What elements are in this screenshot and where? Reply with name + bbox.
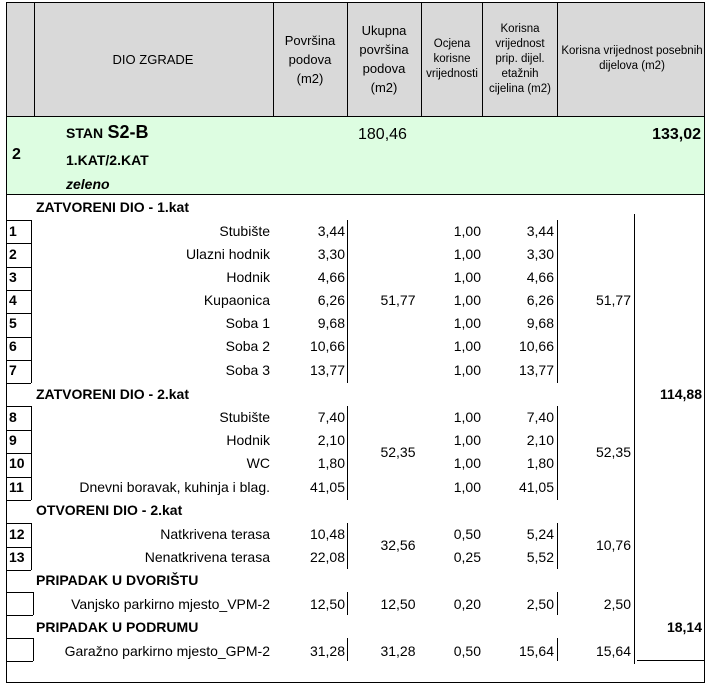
row-number: 13 bbox=[9, 549, 25, 565]
row-area: 12,50 bbox=[309, 596, 345, 612]
row-number: 9 bbox=[9, 432, 17, 448]
closed-usable-sum: 114,88 bbox=[659, 386, 702, 402]
row-area: 7,40 bbox=[317, 409, 345, 425]
row-usable: 5,52 bbox=[526, 549, 554, 565]
row-rating: 1,00 bbox=[453, 455, 481, 471]
usable-col-line bbox=[557, 406, 558, 500]
row-usable: 1,80 bbox=[526, 455, 554, 471]
row-area: 10,66 bbox=[309, 338, 345, 354]
row-name: Natkrivena terasa bbox=[160, 526, 270, 542]
usable-col-line bbox=[557, 220, 558, 383]
row-number: 2 bbox=[9, 246, 17, 262]
header-col-line bbox=[34, 2, 35, 116]
unit-color: zeleno bbox=[66, 176, 110, 192]
row-area: 41,05 bbox=[309, 479, 345, 495]
closed1-usable: 51,77 bbox=[595, 292, 631, 308]
usable-col-line bbox=[557, 523, 558, 569]
row-area: 2,10 bbox=[317, 432, 345, 448]
unit-total-area: 180,46 bbox=[358, 126, 407, 143]
row-name: Garažno parkirno mjesto_GPM-2 bbox=[64, 643, 270, 659]
area-col-line bbox=[347, 523, 348, 569]
row-area: 13,77 bbox=[309, 362, 345, 378]
row-rating: 0,50 bbox=[453, 643, 481, 659]
num-box-right bbox=[31, 523, 32, 570]
row-usable: 9,68 bbox=[526, 315, 554, 331]
section-closed-2: ZATVORENI DIO - 2.kat bbox=[36, 386, 189, 402]
yard-usable: 2,50 bbox=[603, 596, 631, 612]
row-name: Stubište bbox=[219, 223, 270, 239]
special-col-line bbox=[634, 214, 635, 664]
row-name: Kupaonica bbox=[203, 292, 270, 308]
yard-box-bottom bbox=[6, 615, 33, 616]
num-box-line bbox=[6, 313, 31, 314]
row-name: Stubište bbox=[219, 409, 270, 425]
row-usable: 4,66 bbox=[526, 269, 554, 285]
area-col-line bbox=[347, 220, 348, 383]
frame-right bbox=[704, 2, 705, 682]
row-number: 10 bbox=[9, 455, 25, 471]
closed1-total: 51,77 bbox=[380, 292, 416, 308]
row-area: 31,28 bbox=[309, 643, 345, 659]
row-area: 3,30 bbox=[317, 246, 345, 262]
header-bottom-line bbox=[6, 116, 705, 117]
frame-left bbox=[6, 2, 7, 682]
row-rating: 1,00 bbox=[453, 223, 481, 239]
header-col-line bbox=[273, 2, 274, 116]
row-number: 3 bbox=[9, 269, 17, 285]
row-usable: 5,24 bbox=[526, 526, 554, 542]
row-name: Soba 1 bbox=[225, 315, 270, 331]
row-rating: 0,25 bbox=[453, 549, 481, 565]
unit-floors: 1.KAT/2.KAT bbox=[66, 152, 149, 168]
row-number: 1 bbox=[9, 223, 17, 239]
section-closed-1: ZATVORENI DIO - 1.kat bbox=[36, 199, 189, 215]
yard-total: 12,50 bbox=[380, 596, 416, 612]
row-name: Hodnik bbox=[226, 269, 270, 285]
num-box-line bbox=[6, 570, 31, 571]
num-box-line bbox=[6, 360, 31, 361]
row-number: 6 bbox=[9, 338, 17, 354]
row-usable: 2,50 bbox=[526, 596, 554, 612]
frame-bottom bbox=[6, 682, 705, 683]
row-usable: 3,30 bbox=[526, 246, 554, 262]
open2-total: 32,56 bbox=[380, 537, 416, 553]
row-rating: 1,00 bbox=[453, 432, 481, 448]
row-usable: 6,26 bbox=[526, 292, 554, 308]
row-area: 22,08 bbox=[309, 549, 345, 565]
row-rating: 1,00 bbox=[453, 362, 481, 378]
row-area: 1,80 bbox=[317, 455, 345, 471]
area-col-line bbox=[347, 406, 348, 500]
unit-code: S2-B bbox=[107, 122, 149, 142]
usable-col-line bbox=[557, 592, 558, 615]
row-usable: 41,05 bbox=[518, 479, 554, 495]
row-name: Hodnik bbox=[226, 432, 270, 448]
num-box-line bbox=[6, 406, 31, 407]
row-number: 11 bbox=[9, 479, 24, 495]
open2-usable: 10,76 bbox=[595, 537, 631, 553]
num-box-line bbox=[6, 220, 31, 221]
row-name: Nenatkrivena terasa bbox=[144, 549, 270, 565]
section-yard: PRIPADAK U DVORIŠTU bbox=[36, 572, 199, 588]
row-usable: 7,40 bbox=[526, 409, 554, 425]
row-number: 8 bbox=[9, 409, 17, 425]
row-usable: 10,66 bbox=[518, 338, 554, 354]
row-name: Soba 2 bbox=[225, 338, 270, 354]
header-total-floor-area: Ukupna površina podova (m2) bbox=[359, 23, 409, 95]
row-number: 5 bbox=[9, 315, 17, 331]
usable-col-line bbox=[557, 638, 558, 661]
num-box-line bbox=[6, 523, 31, 524]
row-rating: 0,50 bbox=[453, 526, 481, 542]
row-area: 4,66 bbox=[317, 269, 345, 285]
unit-title bbox=[66, 122, 149, 143]
row-name: Vanjsko parkirno mjesto_VPM-2 bbox=[71, 596, 270, 612]
num-box-line bbox=[6, 290, 31, 291]
row-name: Dnevni boravak, kuhinja i blag. bbox=[79, 479, 270, 495]
basement-total: 31,28 bbox=[380, 643, 416, 659]
row-rating: 1,00 bbox=[453, 338, 481, 354]
row-rating: 1,00 bbox=[453, 269, 481, 285]
num-box-line bbox=[6, 500, 31, 501]
basement-usable: 15,64 bbox=[595, 643, 631, 659]
num-box-line bbox=[6, 430, 31, 431]
row-area: 10,48 bbox=[309, 526, 345, 542]
sum-underline bbox=[637, 660, 704, 661]
closed2-usable: 52,35 bbox=[595, 444, 631, 460]
num-box-right bbox=[31, 220, 32, 383]
row-area: 3,44 bbox=[317, 223, 345, 239]
row-number: 4 bbox=[9, 292, 17, 308]
row-number: 7 bbox=[9, 362, 17, 378]
unit-bottom-line bbox=[6, 194, 705, 195]
appurtenance-sum: 18,14 bbox=[666, 619, 702, 635]
area-col-line bbox=[347, 592, 348, 615]
num-box-line bbox=[6, 383, 31, 384]
num-box-line bbox=[6, 267, 31, 268]
unit-number: 2 bbox=[12, 146, 21, 163]
row-rating: 1,00 bbox=[453, 246, 481, 262]
row-rating: 1,00 bbox=[453, 409, 481, 425]
header-floor-area: Površina podova (m2) bbox=[284, 32, 336, 86]
header-usable-value-rating: Ocjena korisne vrijednosti bbox=[426, 37, 478, 80]
row-area: 6,26 bbox=[317, 292, 345, 308]
row-rating: 0,20 bbox=[453, 596, 481, 612]
row-name: Ulazni hodnik bbox=[185, 246, 270, 262]
section-basement: PRIPADAK U PODRUMU bbox=[36, 619, 199, 635]
frame-top bbox=[6, 2, 705, 3]
row-usable: 15,64 bbox=[518, 643, 554, 659]
row-usable: 13,77 bbox=[518, 362, 554, 378]
unit-total-usable: 133,02 bbox=[652, 126, 701, 143]
num-box-line bbox=[6, 243, 31, 244]
num-box-line bbox=[6, 477, 31, 478]
area-col-line bbox=[347, 638, 348, 661]
row-area: 9,68 bbox=[317, 315, 345, 331]
yard-box-top bbox=[6, 592, 33, 593]
header-col-line bbox=[421, 2, 422, 116]
header-part: DIO ZGRADE bbox=[112, 51, 194, 67]
num-box-right bbox=[31, 406, 32, 500]
header-col-line bbox=[557, 2, 558, 116]
basement-box-top bbox=[6, 638, 33, 639]
row-name: Soba 3 bbox=[225, 362, 270, 378]
section-open-2: OTVORENI DIO - 2.kat bbox=[36, 502, 183, 518]
row-number: 12 bbox=[9, 526, 25, 542]
header-usable-value-special: Korisna vrijednost posebnih dijelova (m2) bbox=[561, 45, 703, 72]
row-rating: 1,00 bbox=[453, 315, 481, 331]
basement-box-bottom bbox=[6, 661, 33, 662]
num-box-line bbox=[6, 337, 31, 338]
num-box-line bbox=[6, 453, 31, 454]
row-usable: 2,10 bbox=[526, 432, 554, 448]
basement-box-right bbox=[33, 638, 34, 661]
row-usable: 3,44 bbox=[526, 223, 554, 239]
num-box-line bbox=[6, 547, 31, 548]
closed2-total: 52,35 bbox=[380, 444, 416, 460]
unit-prefix: STAN bbox=[66, 125, 104, 141]
header-usable-value-parts: Korisna vrijednost prip. dijel. etažnih cijelina (m2) bbox=[489, 22, 551, 95]
header-col-line bbox=[482, 2, 483, 116]
row-rating: 1,00 bbox=[453, 292, 481, 308]
header-col-line bbox=[347, 2, 348, 116]
yard-box-right bbox=[33, 592, 34, 615]
row-name: WC bbox=[246, 455, 270, 471]
row-rating: 1,00 bbox=[453, 479, 481, 495]
